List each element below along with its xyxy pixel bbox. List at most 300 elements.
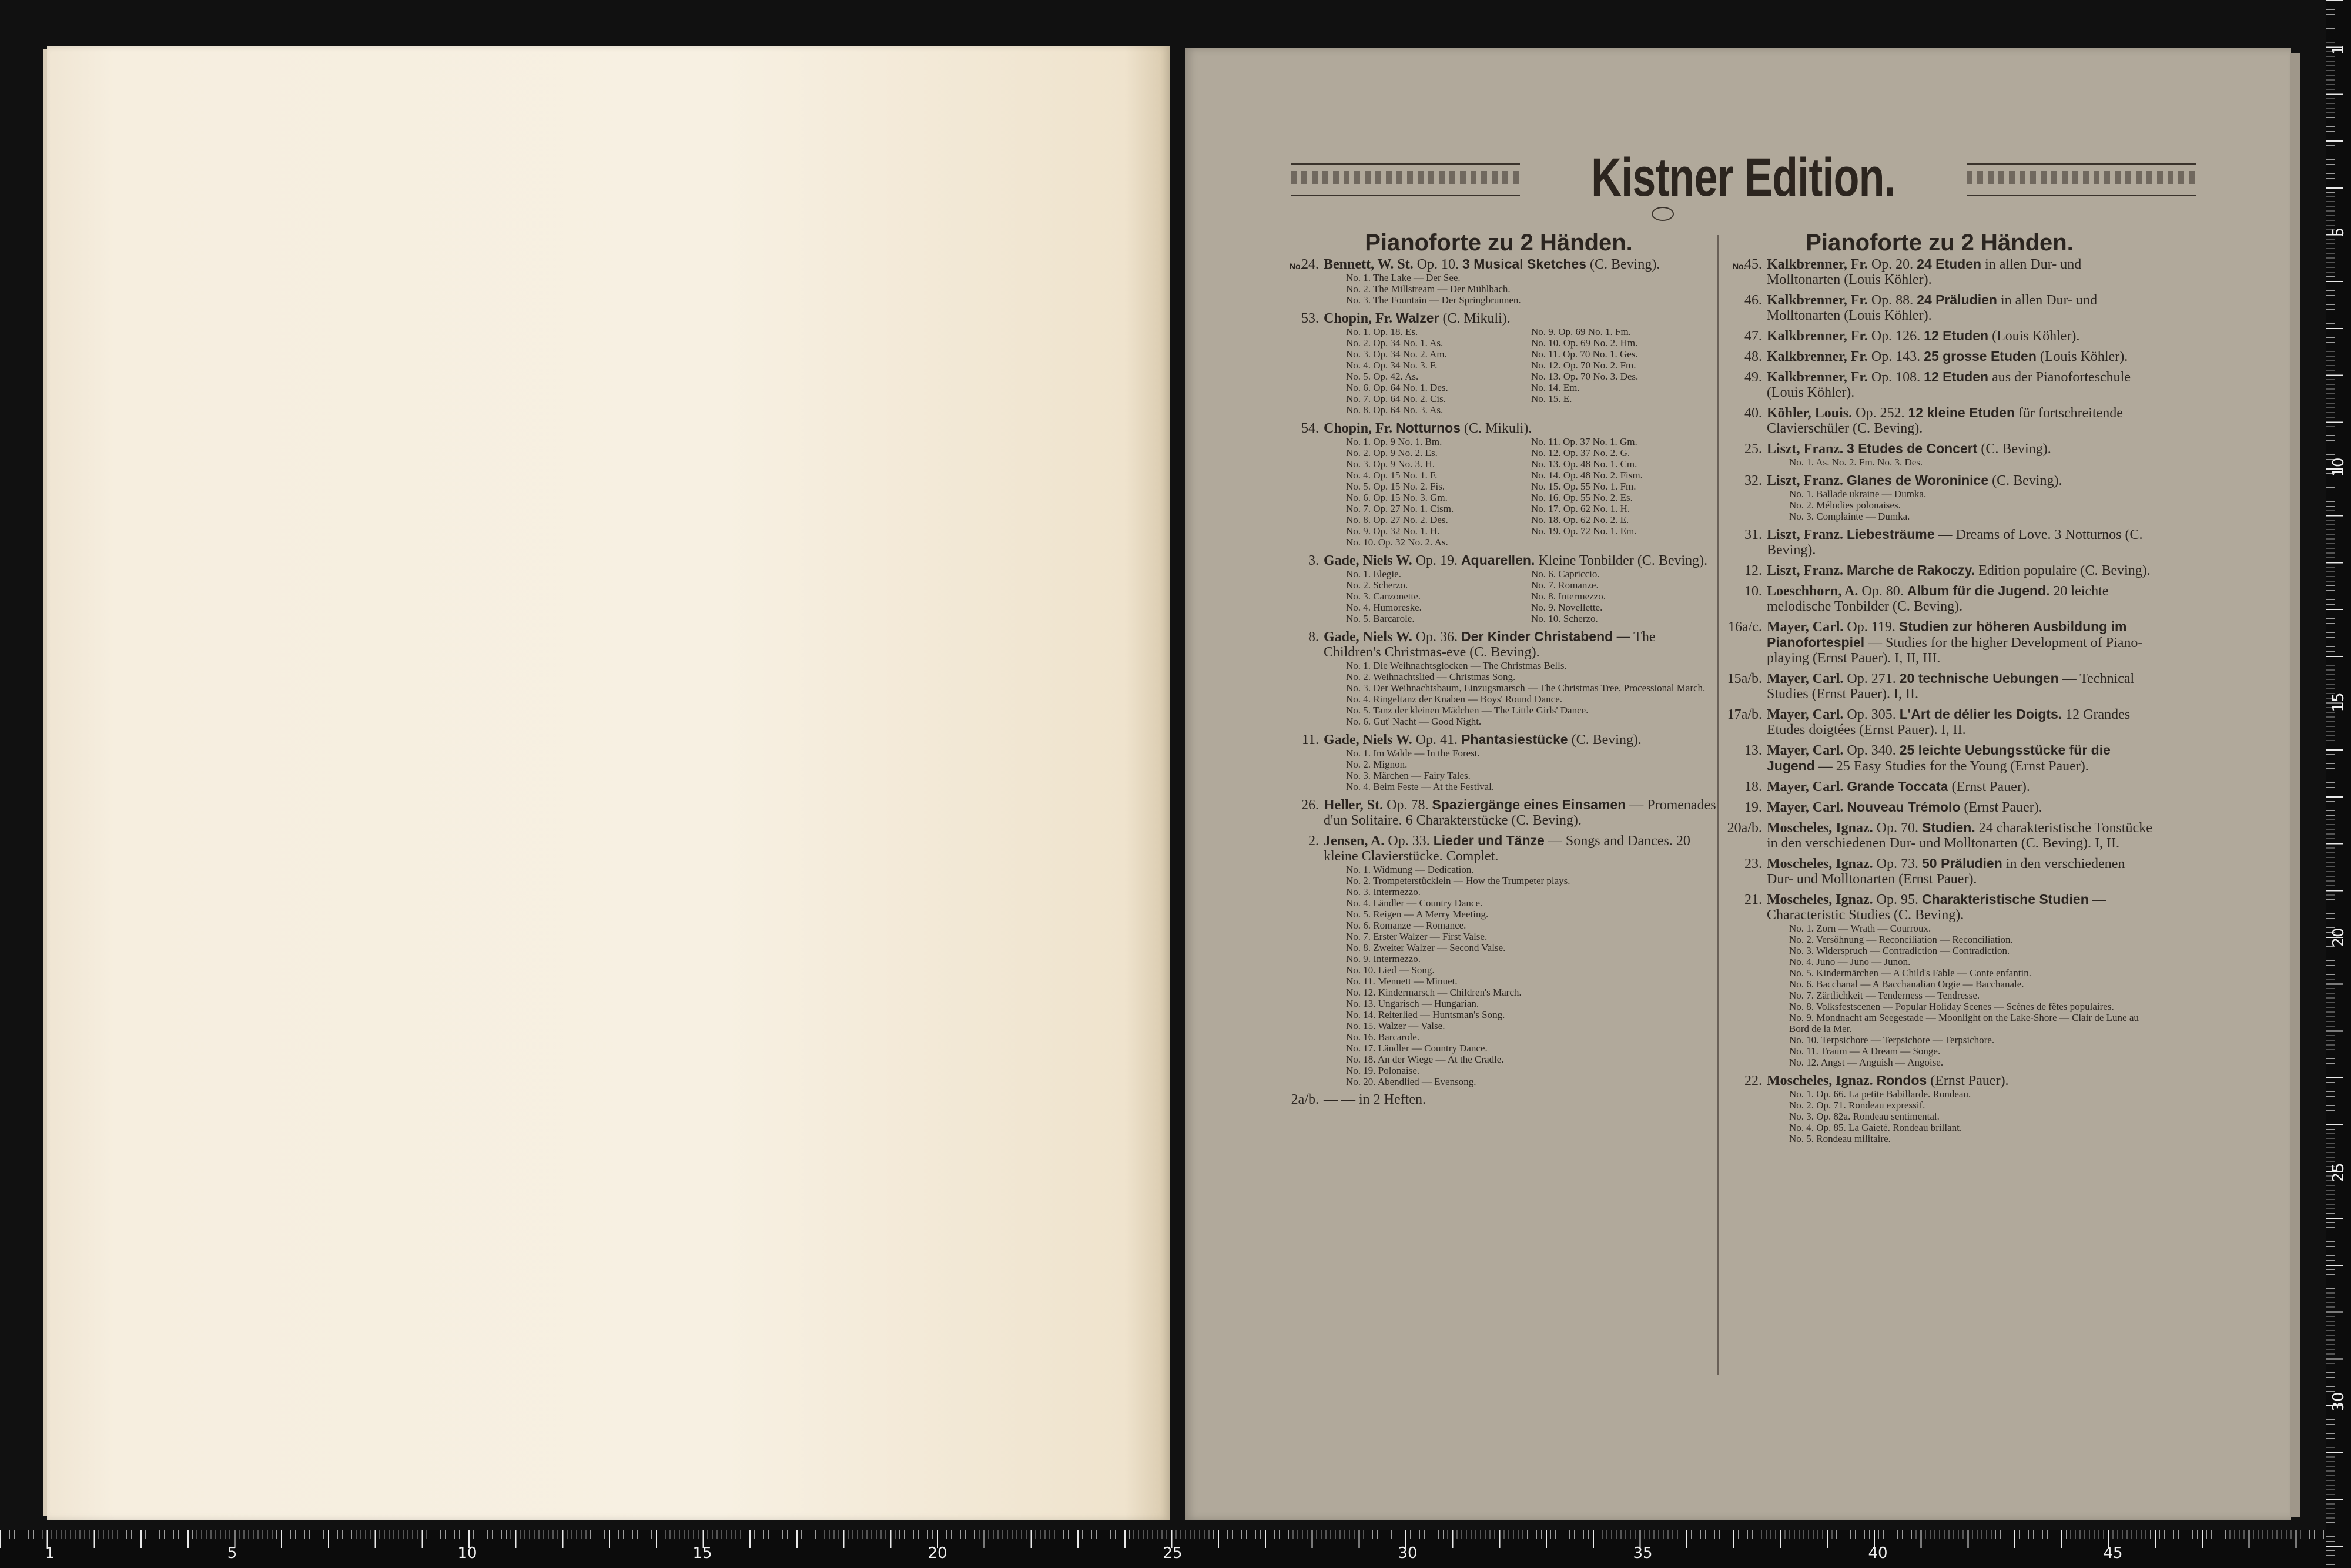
entry-line xyxy=(1281,797,1716,828)
work-title: Studien zur höheren Ausbildung im Pianofortespiel xyxy=(1767,619,2127,650)
catalog-entry xyxy=(1281,310,1716,416)
catalog-entry xyxy=(1724,619,2155,666)
entry-line xyxy=(1724,856,2155,887)
piece-item: No. 18. Op. 62 No. 2. E. xyxy=(1531,514,1629,525)
ruler-number: 25 xyxy=(2330,1162,2347,1182)
entry-line xyxy=(1724,820,2155,851)
catalog-number: 22. xyxy=(1744,1073,1762,1088)
catalog-number: 12. xyxy=(1744,563,1762,578)
piece-item: No. 2. Trompeterstücklein — How the Trumpeter plays. xyxy=(1346,875,1570,886)
catalog-entry xyxy=(1724,820,2155,851)
opus-number: Op. 95. xyxy=(1876,892,1918,907)
catalog-number: 2a/b. xyxy=(1291,1092,1319,1107)
opus-number: Op. 88. xyxy=(1871,293,1914,308)
catalog-number: 49. xyxy=(1744,370,1762,385)
ruler-number: 20 xyxy=(2330,927,2347,947)
opus-number: Op. 271. xyxy=(1847,671,1896,686)
piece-item: No. 1. The Lake — Der See. xyxy=(1346,272,1461,283)
opus-number: Op. 36. xyxy=(1415,629,1458,645)
entry-line xyxy=(1724,562,2155,578)
piece-item: No. 4. Juno — Juno — Junon. xyxy=(1789,956,1911,967)
catalog-entry xyxy=(1724,405,2155,436)
catalog-number: 48. xyxy=(1744,349,1762,364)
composer-name: Mayer, Carl. xyxy=(1767,743,1844,758)
piece-item: No. 2. Mignon. xyxy=(1346,759,1408,770)
catalog-number: 10. xyxy=(1744,584,1762,599)
piece-item xyxy=(1531,404,1716,416)
catalog-number: 24. xyxy=(1301,257,1319,272)
piece-item: No. 2. Op. 71. Rondeau expressif. xyxy=(1789,1100,1925,1111)
catalog-entries xyxy=(1724,256,2155,1144)
piece-item: No. 16. Barcarole. xyxy=(1346,1031,1420,1043)
piece-item: No. 12. Kindermarsch — Children's March. xyxy=(1346,987,1522,998)
opus-number: Op. 73. xyxy=(1876,856,1918,872)
piece-item: No. 7. Op. 64 No. 2. Cis. xyxy=(1346,393,1446,404)
piece-item: No. 1. Op. 66. La petite Babillarde. Rondeau. xyxy=(1789,1088,1971,1100)
piece-item: No. 7. Erster Walzer — First Valse. xyxy=(1346,931,1488,942)
work-title: Aquarellen. xyxy=(1461,552,1535,568)
piece-item: No. 2. Op. 9 No. 2. Es. xyxy=(1346,447,1438,458)
piece-item: No. 6. Op. 15 No. 3. Gm. xyxy=(1346,492,1448,503)
piece-item: No. 3. Op. 34 No. 2. Am. xyxy=(1346,349,1447,360)
piece-item: No. 4. Beim Feste — At the Festival. xyxy=(1346,781,1495,792)
opus-number: Op. 126. xyxy=(1871,329,1921,344)
catalog-entry xyxy=(1724,441,2155,468)
entry-line xyxy=(1724,1073,2155,1088)
composer-name: Moscheles, Ignaz. xyxy=(1767,856,1873,872)
work-title: Rondos xyxy=(1876,1073,1927,1088)
no-label: No. xyxy=(1733,262,1746,271)
work-details: — — in 2 Heften. xyxy=(1324,1092,1426,1107)
ruler-number: 30 xyxy=(1398,1544,1418,1562)
work-details: (Ernst Pauer). xyxy=(1964,800,2042,815)
catalog-number: 21. xyxy=(1744,892,1762,907)
piece-item: No. 6. Gut' Nacht — Good Night. xyxy=(1346,716,1482,727)
composer-name: Gade, Niels W. xyxy=(1324,732,1412,748)
catalog-number: 26. xyxy=(1301,798,1319,813)
piece-item: No. 2. Mélodies polonaises. xyxy=(1789,500,1901,511)
work-details: Edition populaire (C. Beving). xyxy=(1978,563,2151,578)
catalog-entries xyxy=(1281,256,1716,1107)
piece-list xyxy=(1346,660,1716,727)
entry-line xyxy=(1724,292,2155,323)
piece-item: No. 9. Mondnacht am Seegestade — Moonlight on the Lake-Shore — Clair de Lune au Bord de la Mer. xyxy=(1789,1012,2139,1034)
entry-line xyxy=(1724,706,2155,738)
work-details: (Louis Köhler). xyxy=(1992,329,2080,344)
work-title: 12 Etuden xyxy=(1924,328,1989,343)
piece-item: No. 2. Op. 34 No. 1. As. xyxy=(1346,337,1444,349)
work-title: 25 grosse Etuden xyxy=(1924,349,2037,364)
opus-number: Op. 33. xyxy=(1388,833,1430,849)
catalog-header xyxy=(1291,147,2196,212)
entry-line xyxy=(1724,256,2155,287)
catalog-number: 3. xyxy=(1308,553,1319,568)
work-title: Phantasiestücke xyxy=(1461,732,1568,747)
composer-name: Gade, Niels W. xyxy=(1324,629,1412,645)
ruler-number: 25 xyxy=(1163,1544,1183,1562)
work-details: — Promenades d'un Solitaire. 6 Charakterstücke (C. Beving). xyxy=(1324,798,1716,828)
piece-item: No. 4. Op. 34 No. 3. F. xyxy=(1346,360,1438,371)
work-details: 20 leichte melodische Tonbilder (C. Beving). xyxy=(1767,584,2109,614)
piece-item: No. 1. Ballade ukraine — Dumka. xyxy=(1789,488,1927,500)
piece-list xyxy=(1789,923,2155,1068)
piece-item: No. 12. Op. 37 No. 2. G. xyxy=(1531,447,1630,458)
work-details: (C. Beving). xyxy=(1590,257,1660,272)
piece-item: No. 11. Traum — A Dream — Songe. xyxy=(1789,1046,1941,1057)
composer-name: Liszt, Franz. xyxy=(1767,563,1843,578)
catalog-number: 16a/c. xyxy=(1728,619,1762,635)
catalog-number: 15a/b. xyxy=(1727,671,1762,686)
composer-name: Jensen, A. xyxy=(1324,833,1385,849)
piece-item xyxy=(1531,537,1716,548)
piece-item: No. 16. Op. 55 No. 2. Es. xyxy=(1531,492,1633,503)
column-divider xyxy=(1717,235,1719,1375)
piece-item: No. 5. Op. 42. As. xyxy=(1346,371,1419,382)
catalog-number: 54. xyxy=(1301,421,1319,436)
work-details: (C. Mikuli). xyxy=(1464,421,1532,436)
catalog-number: 25. xyxy=(1744,441,1762,457)
ruler-number: 30 xyxy=(2330,1392,2347,1412)
opus-number: Op. 41. xyxy=(1415,732,1458,748)
work-details: — Characteristic Studies (C. Beving). xyxy=(1767,892,2106,923)
piece-item: No. 8. Op. 27 No. 2. Des. xyxy=(1346,514,1448,525)
work-details: in allen Dur- und Molltonarten (Louis Köhler). xyxy=(1767,257,2082,287)
opus-number: Op. 80. xyxy=(1861,584,1904,599)
opus-number: Op. 19. xyxy=(1415,553,1458,568)
piece-item: No. 9. Novellette. xyxy=(1531,602,1603,613)
ruler-number: 20 xyxy=(927,1544,947,1562)
piece-item: No. 3. Op. 9 No. 3. H. xyxy=(1346,458,1435,470)
work-title: Album für die Jugend. xyxy=(1907,583,2050,598)
piece-item: No. 6. Op. 64 No. 1. Des. xyxy=(1346,382,1448,393)
work-details: (Ernst Pauer). xyxy=(1951,779,2030,795)
catalog-number: 11. xyxy=(1301,732,1319,748)
work-details: (C. Beving). xyxy=(1992,473,2062,488)
catalog-entry xyxy=(1281,797,1716,828)
piece-item: No. 2. Weihnachtslied — Christmas Song. xyxy=(1346,671,1516,682)
entry-line xyxy=(1281,1092,1716,1107)
composer-name: Heller, St. xyxy=(1324,798,1384,813)
catalog-entry xyxy=(1281,420,1716,548)
work-title: Nouveau Trémolo xyxy=(1847,799,1961,815)
entry-line xyxy=(1281,732,1716,748)
entry-line xyxy=(1724,892,2155,923)
piece-item: No. 8. Volksfestscenen — Popular Holiday Scenes — Scènes de fêtes populaires. xyxy=(1789,1001,2114,1012)
catalog-number: 13. xyxy=(1744,743,1762,758)
composer-name: Bennett, W. St. xyxy=(1324,257,1414,272)
piece-item: No. 18. An der Wiege — At the Cradle. xyxy=(1346,1054,1504,1065)
work-details: — Studies for the higher Development of Piano-playing (Ernst Pauer). I, II, III. xyxy=(1767,635,2143,666)
catalog-entry xyxy=(1724,292,2155,323)
no-label: No. xyxy=(1290,262,1303,271)
piece-list xyxy=(1346,864,1716,1087)
entry-line xyxy=(1724,671,2155,702)
opus-number: Op. 108. xyxy=(1871,370,1921,385)
right-column xyxy=(1724,229,2155,1144)
entry-line xyxy=(1724,369,2155,400)
composer-name: Köhler, Louis. xyxy=(1767,406,1853,421)
composer-name: Mayer, Carl. xyxy=(1767,671,1844,686)
opus-number: Op. 10. xyxy=(1416,257,1459,272)
work-details: The Children's Christmas-eve (C. Beving). xyxy=(1324,629,1656,660)
work-title: 3 Musical Sketches xyxy=(1462,256,1586,272)
piece-item: No. 1. Op. 18. Es. xyxy=(1346,326,1418,337)
piece-item: No. 6. Capriccio. xyxy=(1531,568,1600,579)
piece-item: No. 7. Op. 27 No. 1. Cism. xyxy=(1346,503,1454,514)
catalog-entry xyxy=(1724,369,2155,400)
composer-name: Liszt, Franz. xyxy=(1767,527,1843,542)
work-details: — Songs and Dances. 20 kleine Clavierstücke. Complet. xyxy=(1324,833,1690,864)
catalog-entry xyxy=(1724,562,2155,578)
catalog-number: 31. xyxy=(1744,527,1762,542)
piece-item: No. 19. Op. 72 No. 1. Em. xyxy=(1531,525,1637,537)
piece-grid xyxy=(1346,436,1716,548)
work-details: — Technical Studies (Ernst Pauer). I, II. xyxy=(1767,671,2135,702)
catalog-entry xyxy=(1724,892,2155,1068)
piece-list xyxy=(1789,1088,2155,1144)
column-heading-text: Pianoforte zu 2 Händen. xyxy=(1806,230,2074,256)
piece-item: No. 5. Reigen — A Merry Meeting. xyxy=(1346,909,1489,920)
right-page-edge xyxy=(2290,53,2300,1517)
ruler-number: 10 xyxy=(457,1544,477,1562)
piece-item: No. 10. Scherzo. xyxy=(1531,613,1598,624)
piece-item: No. 4. Op. 15 No. 1. F. xyxy=(1346,470,1438,481)
piece-item: No. 13. Op. 48 No. 1. Cm. xyxy=(1531,458,1637,470)
piece-item: No. 15. Op. 55 No. 1. Fm. xyxy=(1531,481,1636,492)
catalog-entry xyxy=(1281,629,1716,727)
ruler-number: 15 xyxy=(2330,692,2347,712)
piece-item: No. 9. Op. 69 No. 1. Fm. xyxy=(1531,326,1632,337)
piece-item: No. 1. Im Walde — In the Forest. xyxy=(1346,748,1480,759)
left-page-blank xyxy=(47,46,1170,1520)
catalog-number: 23. xyxy=(1744,856,1762,872)
piece-item: No. 4. Humoreske. xyxy=(1346,602,1422,613)
opus-number: Op. 305. xyxy=(1847,707,1896,722)
opus-number: Op. 20. xyxy=(1871,257,1914,272)
piece-list xyxy=(1789,488,2155,522)
catalog-number: 46. xyxy=(1744,293,1762,308)
piece-item: No. 6. Bacchanal — A Bacchanalian Orgie — Bacchanale. xyxy=(1789,979,2024,990)
composer-name: Gade, Niels W. xyxy=(1324,553,1412,568)
composer-name: Kalkbrenner, Fr. xyxy=(1767,370,1868,385)
catalog-number: 19. xyxy=(1744,800,1762,815)
composer-name: Mayer, Carl. xyxy=(1767,707,1844,722)
entry-line xyxy=(1724,779,2155,795)
entry-line xyxy=(1724,328,2155,344)
piece-item: No. 3. Der Weihnachtsbaum, Einzugsmarsch — The Christmas Tree, Processional March. xyxy=(1346,682,1706,693)
work-details: (C. Beving). xyxy=(1981,441,2051,457)
piece-item: No. 2. Scherzo. xyxy=(1346,579,1408,591)
work-details: — 25 Easy Studies for the Young (Ernst Pauer). xyxy=(1818,759,2089,774)
entry-line xyxy=(1724,473,2155,488)
piece-item: No. 1. Widmung — Dedication. xyxy=(1346,864,1474,875)
ruler-number: 1 xyxy=(2330,45,2347,55)
piece-item: No. 4. Ringeltanz der Knaben — Boys' Round Dance. xyxy=(1346,693,1563,705)
ruler-number: 10 xyxy=(2330,457,2347,477)
work-title: Studien. xyxy=(1922,820,1975,835)
catalog-entry xyxy=(1724,527,2155,558)
piece-item: No. 9. Intermezzo. xyxy=(1346,953,1421,964)
entry-line xyxy=(1281,629,1716,660)
work-details: (C. Mikuli). xyxy=(1442,311,1511,326)
ruler-number: 35 xyxy=(1633,1544,1653,1562)
catalog-number: 47. xyxy=(1744,329,1762,344)
work-title: Grande Toccata xyxy=(1847,779,1948,794)
composer-name: Mayer, Carl. xyxy=(1767,800,1844,815)
piece-item: No. 2. Versöhnung — Reconciliation — Reconciliation. xyxy=(1789,934,2013,945)
work-details: Kleine Tonbilder (C. Beving). xyxy=(1538,553,1708,568)
work-title: 25 leichte Uebungsstücke für die Jugend xyxy=(1767,742,2111,773)
catalog-entry xyxy=(1724,328,2155,344)
entry-line xyxy=(1281,310,1716,326)
opus-number: Op. 119. xyxy=(1847,619,1895,635)
work-details: für fortschreitende Clavierschüler (C. Beving). xyxy=(1767,406,2123,436)
ruler-number: 5 xyxy=(227,1544,237,1562)
work-title: Glanes de Woroninice xyxy=(1846,473,1989,488)
work-details: 24 charakteristische Tonstücke in den verschiedenen Dur- und Molltonarten (C. Beving). I, II. xyxy=(1767,820,2152,851)
piece-item: No. 4. Ländler — Country Dance. xyxy=(1346,897,1483,909)
piece-item: No. 7. Romanze. xyxy=(1531,579,1599,591)
work-title: Lieder und Tänze xyxy=(1433,833,1545,848)
ruler-number: 15 xyxy=(692,1544,712,1562)
catalog-entry xyxy=(1724,856,2155,887)
composer-name: Chopin, Fr. xyxy=(1324,311,1393,326)
composer-name: Mayer, Carl. xyxy=(1767,619,1844,635)
catalog-entry xyxy=(1724,1073,2155,1144)
work-title: 20 technische Uebungen xyxy=(1899,671,2059,686)
piece-item: No. 11. Op. 70 No. 1. Ges. xyxy=(1531,349,1638,360)
piece-list xyxy=(1789,457,2155,468)
work-title: 12 kleine Etuden xyxy=(1908,405,2015,420)
piece-item: No. 1. Op. 9 No. 1. Bm. xyxy=(1346,436,1442,447)
piece-item: No. 14. Reiterlied — Huntsman's Song. xyxy=(1346,1009,1505,1020)
catalog-entry xyxy=(1281,833,1716,1087)
piece-item: No. 3. Widerspruch — Contradiction — Contradiction. xyxy=(1789,945,2010,956)
entry-line xyxy=(1724,441,2155,457)
work-details: (C. Beving). xyxy=(1571,732,1642,748)
work-details: — Dreams of Love. 3 Notturnos (C. Beving). xyxy=(1767,527,2143,558)
opus-number: Op. 70. xyxy=(1876,820,1918,836)
piece-item: No. 20. Abendlied — Evensong. xyxy=(1346,1076,1476,1087)
opus-number: Op. 143. xyxy=(1871,349,1921,364)
catalog-entry xyxy=(1724,671,2155,702)
piece-item: No. 3. Märchen — Fairy Tales. xyxy=(1346,770,1471,781)
catalog-entry xyxy=(1724,742,2155,774)
work-title: Liebesträume xyxy=(1846,527,1935,542)
composer-name: Chopin, Fr. xyxy=(1324,421,1393,436)
work-details: aus der Pianoforteschule (Louis Köhler). xyxy=(1767,370,2131,400)
catalog-number: 8. xyxy=(1308,629,1319,645)
piece-item: No. 3. Intermezzo. xyxy=(1346,886,1421,897)
composer-name: Kalkbrenner, Fr. xyxy=(1767,329,1868,344)
piece-grid xyxy=(1346,326,1716,416)
piece-item: No. 8. Op. 64 No. 3. As. xyxy=(1346,404,1444,416)
composer-name: Kalkbrenner, Fr. xyxy=(1767,349,1868,364)
piece-item: No. 11. Op. 37 No. 1. Gm. xyxy=(1531,436,1637,447)
composer-name: Moscheles, Ignaz. xyxy=(1767,892,1873,907)
catalog-entry xyxy=(1724,349,2155,364)
piece-item: No. 9. Op. 32 No. 1. H. xyxy=(1346,525,1440,537)
catalog-entry xyxy=(1724,706,2155,738)
piece-item: No. 12. Angst — Anguish — Angoise. xyxy=(1789,1057,1944,1068)
work-title: Der Kinder Christabend — xyxy=(1461,629,1630,644)
composer-name: Liszt, Franz. xyxy=(1767,473,1843,488)
catalog-number: 40. xyxy=(1744,406,1762,421)
piece-item: No. 5. Op. 15 No. 2. Fis. xyxy=(1346,481,1445,492)
composer-name: Liszt, Franz. xyxy=(1767,441,1843,457)
piece-item: No. 17. Op. 62 No. 1. H. xyxy=(1531,503,1630,514)
catalog-number: 32. xyxy=(1744,473,1762,488)
composer-name: Kalkbrenner, Fr. xyxy=(1767,293,1868,308)
work-title: 12 Etuden xyxy=(1924,369,1989,384)
piece-item: No. 1. Elegie. xyxy=(1346,568,1401,579)
column-heading-text: Pianoforte zu 2 Händen. xyxy=(1365,230,1633,256)
work-title: Walzer xyxy=(1396,310,1439,326)
composer-name: Loeschhorn, A. xyxy=(1767,584,1858,599)
piece-item: No. 1. As. No. 2. Fm. No. 3. Des. xyxy=(1789,457,1923,468)
catalog-entry xyxy=(1281,732,1716,792)
piece-item: No. 14. Em. xyxy=(1531,382,1580,393)
work-details: (Louis Köhler). xyxy=(2039,349,2128,364)
piece-item: No. 8. Intermezzo. xyxy=(1531,591,1606,602)
work-details: in den verschiedenen Dur- und Molltonarten (Ernst Pauer). xyxy=(1767,856,2125,887)
piece-item: No. 15. E. xyxy=(1531,393,1572,404)
piece-item: No. 3. Complainte — Dumka. xyxy=(1789,511,1910,522)
piece-item: No. 4. Op. 85. La Gaieté. Rondeau brillant. xyxy=(1789,1122,1962,1133)
composer-name: Mayer, Carl. xyxy=(1767,779,1844,795)
catalog-entry xyxy=(1724,583,2155,614)
piece-item: No. 5. Rondeau militaire. xyxy=(1789,1133,1891,1144)
piece-list xyxy=(1346,272,1716,306)
piece-item: No. 10. Op. 32 No. 2. As. xyxy=(1346,537,1448,548)
piece-item: No. 17. Ländler — Country Dance. xyxy=(1346,1043,1488,1054)
entry-line xyxy=(1281,833,1716,864)
ruler-number: 5 xyxy=(2330,227,2347,237)
work-title: Marche de Rakoczy. xyxy=(1846,562,1975,578)
piece-item: No. 12. Op. 70 No. 2. Fm. xyxy=(1531,360,1636,371)
piece-item: No. 10. Op. 69 No. 2. Hm. xyxy=(1531,337,1638,349)
work-title: 50 Präludien xyxy=(1922,856,2002,871)
work-title: 24 Präludien xyxy=(1917,292,1997,307)
catalog-entry xyxy=(1281,256,1716,306)
work-title: 24 Etuden xyxy=(1917,256,1982,272)
piece-grid xyxy=(1346,568,1716,624)
ruler-number: 40 xyxy=(1868,1544,1888,1562)
catalog-entry xyxy=(1281,1092,1716,1107)
piece-item: No. 2. The Millstream — Der Mühlbach. xyxy=(1346,283,1511,294)
entry-line xyxy=(1281,256,1716,272)
opus-number: Op. 78. xyxy=(1387,798,1429,813)
piece-item: No. 10. Lied — Song. xyxy=(1346,964,1435,976)
piece-item: No. 1. Die Weihnachtsglocken — The Christmas Bells. xyxy=(1346,660,1567,671)
piece-item: No. 10. Terpsichore — Terpsichore — Terpsichore. xyxy=(1789,1034,1995,1046)
entry-line xyxy=(1724,583,2155,614)
work-title: L'Art de délier les Doigts. xyxy=(1899,706,2062,722)
flourish-ornament xyxy=(1652,207,1674,221)
piece-item: No. 3. Canzonette. xyxy=(1346,591,1421,602)
catalog-entry xyxy=(1724,799,2155,815)
entry-line xyxy=(1281,552,1716,568)
entry-line xyxy=(1724,742,2155,774)
piece-item: No. 6. Romanze — Romance. xyxy=(1346,920,1466,931)
piece-list xyxy=(1346,748,1716,792)
piece-item: No. 3. The Fountain — Der Springbrunnen. xyxy=(1346,294,1521,306)
composer-name: Moscheles, Ignaz. xyxy=(1767,820,1873,836)
piece-item: No. 7. Zärtlichkeit — Tenderness — Tendresse. xyxy=(1789,990,1980,1001)
piece-item: No. 14. Op. 48 No. 2. Fism. xyxy=(1531,470,1643,481)
catalog-number: 2. xyxy=(1308,833,1319,849)
work-title: Spaziergänge eines Einsamen xyxy=(1432,797,1626,812)
